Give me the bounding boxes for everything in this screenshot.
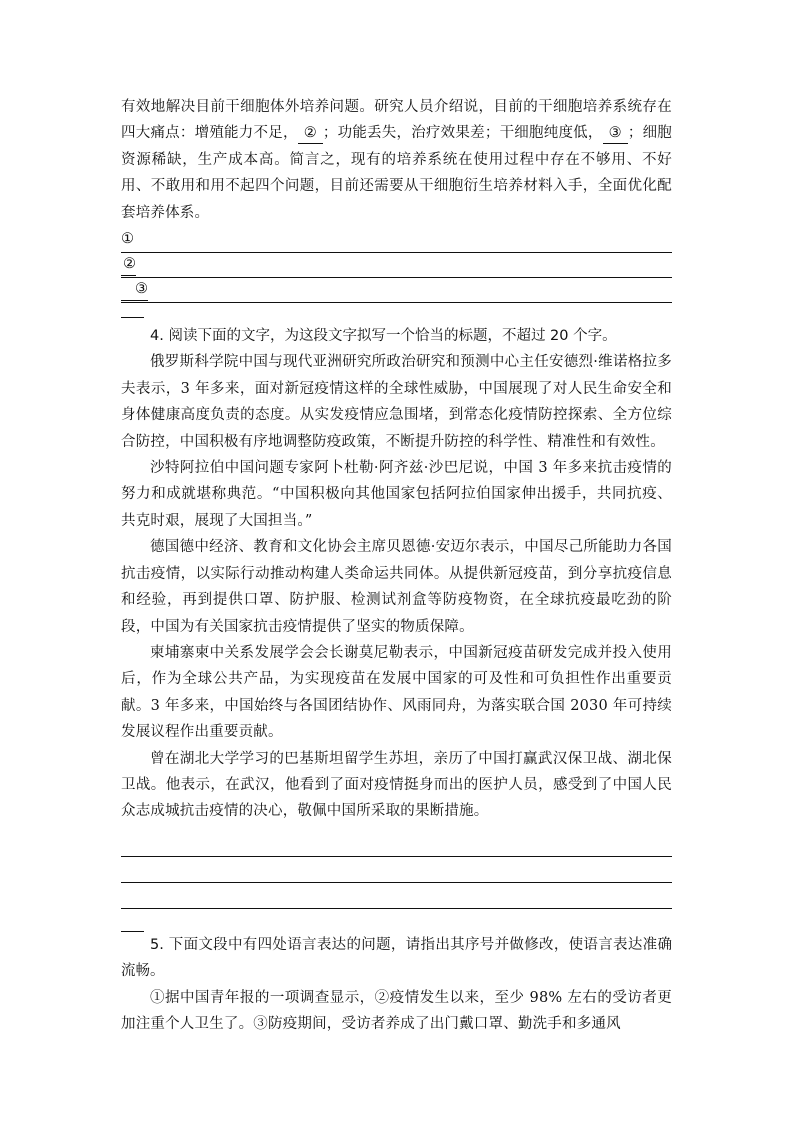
intro-text-3: ；细胞资源稀缺，生产成本高。简言之，现有的培养系统在使用过程中存在不够用、不好用、不敢用和用不起四个问题，目前还需要从干细胞衍生培养材料入手，全面优化配套培养体系。: [121, 125, 672, 221]
intro-text-1: 有效地解决目前干细胞体外培养问题。研究人员介绍说，目前的干细胞培养系统存在四大痛点：增殖能力不足，: [121, 99, 672, 142]
answer-mark-1: ①: [121, 231, 134, 248]
q4-answer-line-1[interactable]: [121, 831, 672, 857]
answer-line-3[interactable]: [121, 278, 672, 303]
answer-line-1[interactable]: [121, 228, 672, 253]
answer-mark-2: ②: [121, 253, 136, 276]
q5-heading: 5. 下面文段中有四处语言表达的问题，请指出其序号并做修改，使语言表达准确流畅。: [121, 936, 672, 980]
q4-answer-line-3[interactable]: [121, 883, 672, 909]
q5-paragraph: ①据中国青年报的一项调查显示，②疫情发生以来，至少 98% 左右的受访者更加注重个人卫生了。③防疫期间，受访者养成了出门戴口罩、勤洗手和多通风: [121, 989, 672, 1032]
q4-paragraph-5: 曾在湖北大学学习的巴基斯坦留学生苏坦，亲历了中国打赢武汉保卫战、湖北保卫战。他表示，在武汉，他看到了面对疫情挺身而出的医护人员，感受到了中国人民众志成城抗击疫情的决心，敬佩中国所采取的果断措施。: [121, 750, 672, 820]
blank-3: ③: [603, 123, 628, 144]
q4-answer-line-2[interactable]: [121, 857, 672, 883]
short-rule-1: [121, 303, 144, 318]
intro-paragraph: [121, 94, 672, 226]
q4-heading: 4. 阅读下面的文字，为这段文字拟写一个恰当的标题，不超过 20 个字。: [150, 328, 617, 345]
answer-line-2[interactable]: [121, 253, 672, 278]
q4-paragraph-1: 俄罗斯科学院中国与现代亚洲研究所政治研究和预测中心主任安德烈·维诺格拉多夫表示，3 年多来，面对新冠疫情这样的全球性威胁，中国展现了对人民生命安全和身体健康高度负责的态度。从实发疫情应急围堵，到常态化疫情防控探索、全方位综合防控，中国积极有序地调整防疫政策，不断提升防控的科学性、精准性和有效性。: [121, 354, 672, 450]
answer-mark-3: ③: [121, 278, 148, 301]
blank-2: ②: [298, 123, 323, 144]
exam-page: [121, 94, 672, 1037]
q4-paragraph-2: 沙特阿拉伯中国问题专家阿卜杜勒·阿齐兹·沙巴尼说，中国 3 年多来抗击疫情的努力和成就堪称典范。“中国积极向其他国家包括阿拉伯国家伸出援手，共同抗疫、共克时艰，展现了大国担当。”: [121, 460, 672, 529]
q4-paragraph-4: 柬埔寨柬中关系发展学会会长谢莫尼勒表示，中国新冠疫苗研发完成并投入使用后，作为全球公共产品，为实现疫苗在发展中国家的可及性和可负担性作出重要贡献。3 年多来，中国始终与各国团结协作、风雨同舟，为落实联合国 2030 年可持续发展议程作出重要贡献。: [121, 644, 672, 741]
short-rule-2: [121, 909, 144, 932]
intro-text-2: ；功能丢失，治疗效果差；干细胞纯度低，: [322, 125, 603, 142]
q4-paragraph-3: 德国德中经济、教育和文化协会主席贝恩德·安迈尔表示，中国尽己所能助力各国抗击疫情，以实际行动推动构建人类命运共同体。从提供新冠疫苗，到分享抗疫信息和经验，再到提供口罩、防护服、检测试剂盒等防疫物资，在全球抗疫最吃劲的阶段，中国为有关国家抗击疫情提供了坚实的物质保障。: [121, 539, 672, 635]
